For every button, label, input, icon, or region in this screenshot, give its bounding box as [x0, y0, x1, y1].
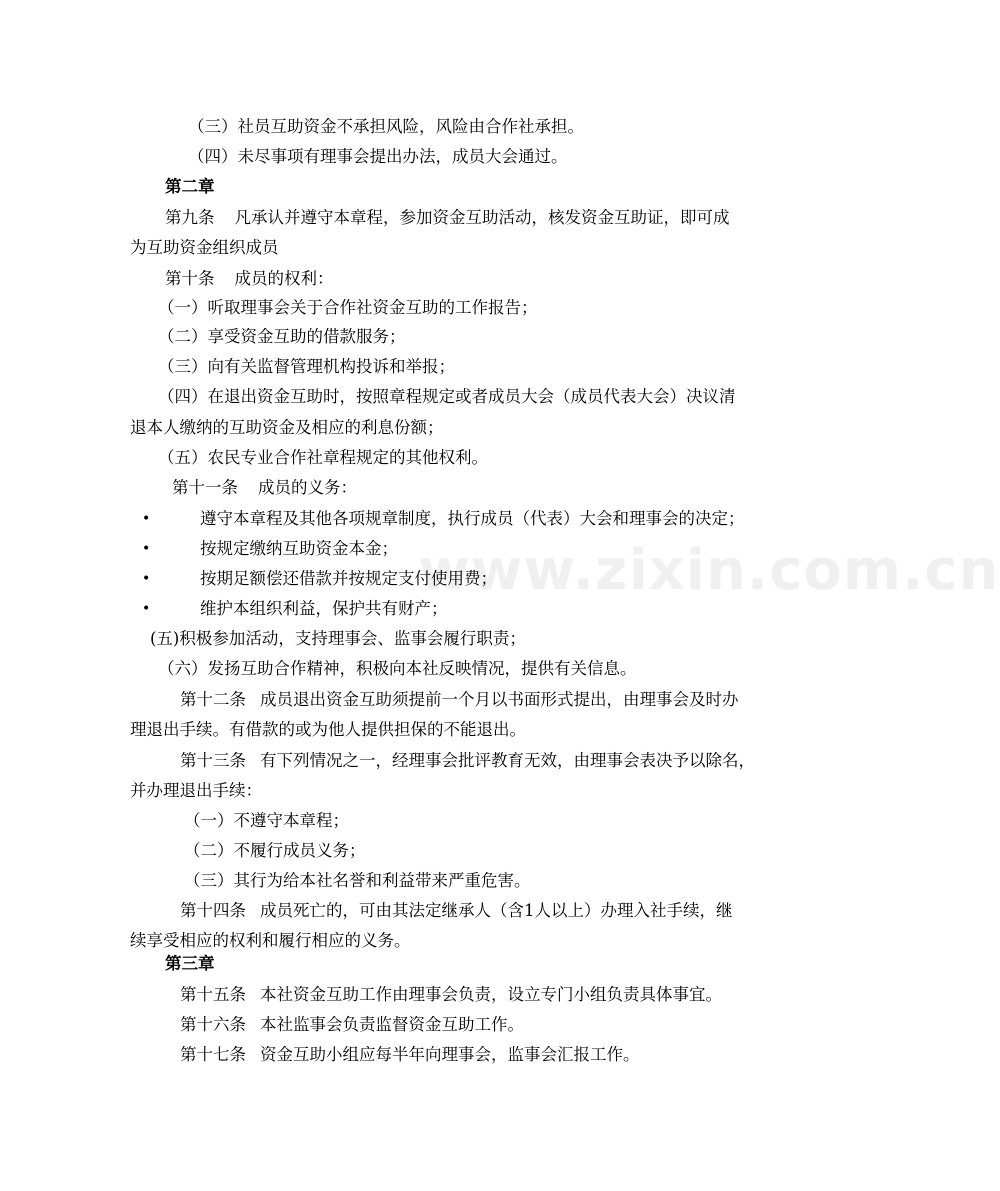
duty-item-5: (五)积极参加活动，支持理事会、监事会履行职责；	[150, 629, 526, 648]
article-14	[180, 900, 733, 922]
article-12-text: 成员退出资金互助须提前一个月以书面形式提出，由理事会及时办	[260, 690, 739, 709]
bullet-icon: •	[142, 571, 151, 587]
article-17	[180, 1044, 640, 1066]
duty-item-2: 按规定缴纳互助资金本金；	[200, 539, 398, 558]
article-11	[172, 477, 357, 499]
article-17-text: 资金互助小组应每半年向理事会，监事会汇报工作。	[260, 1045, 640, 1064]
article-9-text: 凡承认并遵守本章程，参加资金互助活动，核发资金互助证，即可成	[234, 208, 730, 227]
article-14-continuation: 续享受相应的权利和履行相应的义务。	[130, 931, 411, 950]
article-13-continuation: 并办理退出手续：	[130, 781, 262, 800]
article-10	[165, 268, 334, 290]
duty-item-1: 遵守本章程及其他各项规章制度，执行成员（代表）大会和理事会的决定；	[200, 509, 745, 528]
chapter-2-heading: 第二章	[165, 177, 215, 196]
article-9-number: 第九条	[165, 208, 215, 227]
article-16	[180, 1014, 524, 1036]
article-14-number: 第十四条	[180, 901, 246, 920]
article-11-text: 成员的义务：	[258, 478, 357, 497]
expel-item-1: （一）不遵守本章程；	[184, 811, 349, 830]
expel-item-2: （二）不履行成员义务；	[184, 841, 366, 860]
right-item-3: （三）向有关监督管理机构投诉和举报；	[158, 357, 455, 376]
duty-item-4: 维护本组织利益，保护共有财产；	[200, 599, 448, 618]
article-9	[165, 207, 730, 229]
article-15	[180, 984, 722, 1006]
duty-item-6: （六）发扬互助合作精神，积极向本社反映情况，提供有关信息。	[158, 659, 637, 678]
duty-item-3: 按期足额偿还借款并按规定支付使用费；	[200, 569, 497, 588]
article-11-number: 第十一条	[172, 478, 238, 497]
right-item-1: （一）听取理事会关于合作社资金互助的工作报告；	[158, 298, 538, 317]
article-13-text: 有下列情况之一，经理事会批评教育无效，由理事会表决予以除名，	[260, 751, 755, 770]
right-item-5: （五）农民专业合作社章程规定的其他权利。	[158, 448, 488, 467]
right-item-4-continuation: 退本人缴纳的互助资金及相应的利息份额；	[130, 418, 444, 437]
article-10-number: 第十条	[165, 269, 215, 288]
bullet-icon: •	[142, 511, 151, 527]
expel-item-3: （三）其行为给本社名誉和利益带来严重危害。	[184, 871, 531, 890]
paragraph-4: （四）未尽事项有理事会提出办法，成员大会通过。	[188, 147, 568, 166]
article-10-text: 成员的权利：	[234, 269, 334, 288]
article-9-continuation: 为互助资金组织成员	[130, 238, 279, 257]
watermark: www.zixin.com.cn	[418, 538, 1000, 603]
article-13	[180, 750, 755, 772]
right-item-2: （二）享受资金互助的借款服务；	[158, 327, 406, 346]
article-12-number: 第十二条	[180, 690, 246, 709]
bullet-icon: •	[142, 541, 151, 557]
bullet-icon: •	[142, 601, 151, 617]
article-15-number: 第十五条	[180, 985, 246, 1004]
article-16-text: 本社监事会负责监督资金互助工作。	[260, 1015, 524, 1034]
article-16-number: 第十六条	[180, 1015, 246, 1034]
paragraph-3: （三）社员互助资金不承担风险，风险由合作社承担。	[188, 117, 584, 136]
article-17-number: 第十七条	[180, 1045, 246, 1064]
article-13-number: 第十三条	[180, 751, 246, 770]
chapter-3-heading: 第三章	[165, 954, 215, 973]
article-15-text: 本社资金互助工作由理事会负责，设立专门小组负责具体事宜。	[260, 985, 722, 1004]
article-14-text: 成员死亡的，可由其法定继承人（含1人以上）办理入社手续，继	[260, 901, 733, 920]
article-12	[180, 689, 739, 711]
article-12-continuation: 理退出手续。有借款的或为他人提供担保的不能退出。	[130, 720, 526, 739]
right-item-4: （四）在退出资金互助时，按照章程规定或者成员大会（成员代表大会）决议清	[158, 387, 736, 406]
